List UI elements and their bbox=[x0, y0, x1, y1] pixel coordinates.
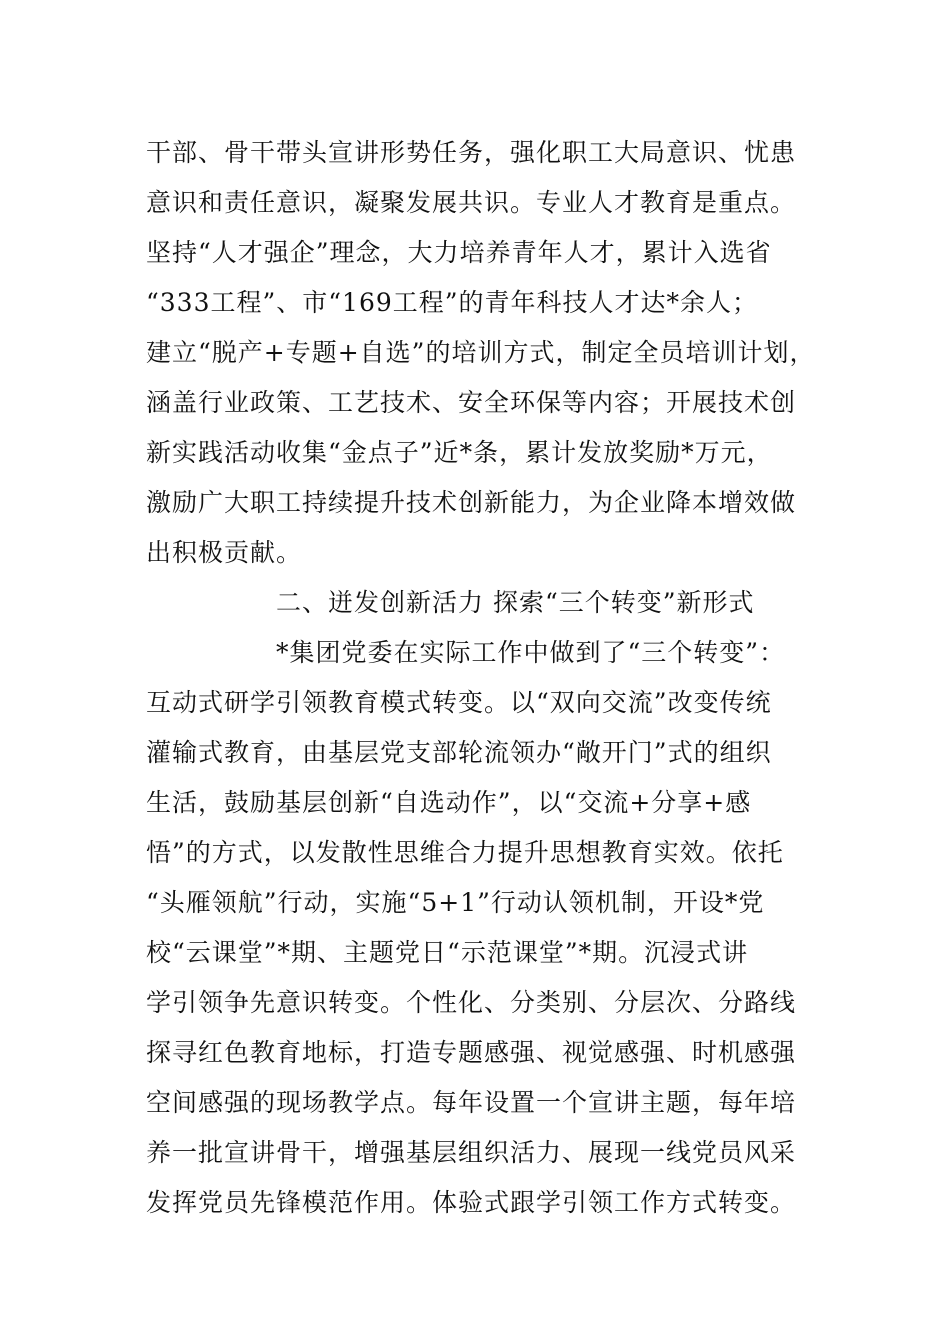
section-heading: 二、迸发创新活力 探索“三个转变”新形式 bbox=[276, 588, 755, 617]
paragraph-line: 干部、骨干带头宣讲形势任务，强化职工大局意识、忧患 bbox=[146, 138, 797, 167]
paragraph-line: “头雁领航”行动，实施“5+1”行动认领机制，开设*党 bbox=[146, 888, 765, 917]
paragraph-line: 互动式研学引领教育模式转变。以“双向交流”改变传统 bbox=[146, 688, 772, 717]
paragraph-line: 灌输式教育，由基层党支部轮流领办“敞开门”式的组织 bbox=[146, 738, 772, 767]
paragraph-2 bbox=[146, 628, 846, 1228]
paragraph-1 bbox=[146, 128, 846, 578]
paragraph-line: 悟”的方式，以发散性思维合力提升思想教育实效。依托 bbox=[146, 838, 784, 867]
paragraph-line: 涵盖行业政策、工艺技术、安全环保等内容；开展技术创 bbox=[146, 388, 797, 417]
paragraph-line: 空间感强的现场教学点。每年设置一个宣讲主题，每年培 bbox=[146, 1088, 797, 1117]
paragraph-line: 探寻红色教育地标，打造专题感强、视觉感强、时机感强 bbox=[146, 1038, 797, 1067]
paragraph-line: *集团党委在实际工作中做到了“三个转变”： bbox=[276, 638, 786, 667]
paragraph-line: 校“云课堂”*期、主题党日“示范课堂”*期。沉浸式讲 bbox=[146, 938, 749, 967]
paragraph-line: “333工程”、市“169工程”的青年科技人才达*余人； bbox=[146, 288, 759, 317]
paragraph-line: 意识和责任意识，凝聚发展共识。专业人才教育是重点。 bbox=[146, 188, 797, 217]
paragraph-line: 出积极贡献。 bbox=[146, 538, 303, 567]
paragraph-line: 新实践活动收集“金点子”近*条，累计发放奖励*万元， bbox=[146, 438, 773, 467]
paragraph-line: 养一批宣讲骨干，增强基层组织活力、展现一线党员风采 bbox=[146, 1138, 797, 1167]
paragraph-line: 发挥党员先锋模范作用。体验式跟学引领工作方式转变。 bbox=[146, 1188, 797, 1217]
paragraph-line: 坚持“人才强企”理念，大力培养青年人才，累计入选省 bbox=[146, 238, 772, 267]
paragraph-line: 建立“脱产+专题+自选”的培训方式，制定全员培训计划， bbox=[146, 338, 816, 367]
paragraph-line: 学引领争先意识转变。个性化、分类别、分层次、分路线 bbox=[146, 988, 797, 1017]
paragraph-line: 激励广大职工持续提升技术创新能力，为企业降本增效做 bbox=[146, 488, 797, 517]
document-body bbox=[146, 128, 846, 1228]
paragraph-line: 生活，鼓励基层创新“自选动作”，以“交流+分享+感 bbox=[146, 788, 752, 817]
